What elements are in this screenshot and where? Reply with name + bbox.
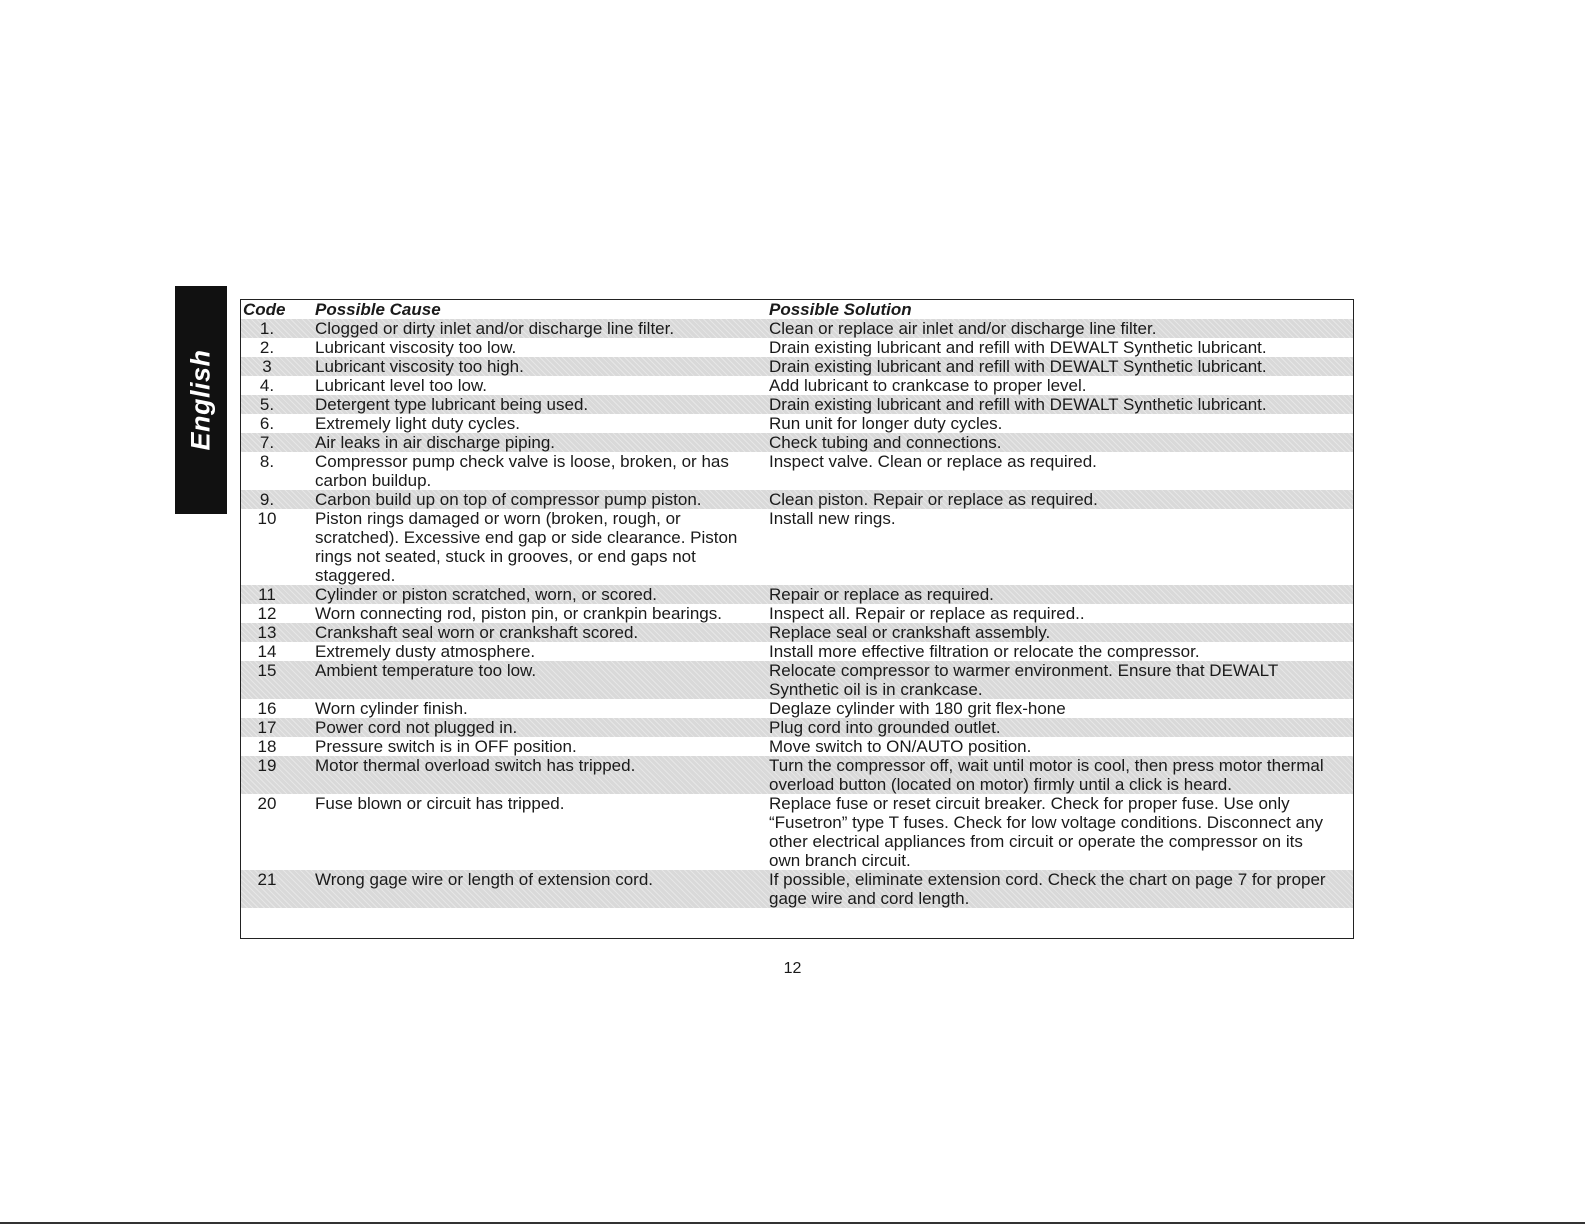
row-possible-solution: Plug cord into grounded outlet. (769, 718, 1001, 737)
row-possible-solution: Clean or replace air inlet and/or discharge line filter. (769, 319, 1157, 338)
row-possible-cause: Compressor pump check valve is loose, broken, or has carbon buildup. (315, 452, 729, 490)
row-code: 17 (257, 718, 277, 737)
row-code: 1. (259, 319, 275, 338)
language-tab-label: English (185, 349, 216, 451)
table-row (241, 737, 1353, 756)
row-possible-solution: Move switch to ON/AUTO position. (769, 737, 1032, 756)
table-row (241, 870, 1353, 908)
row-possible-solution: Clean piston. Repair or replace as required. (769, 490, 1098, 509)
row-possible-cause: Pressure switch is in OFF position. (315, 737, 577, 756)
row-code: 6. (259, 414, 275, 433)
row-code: 11 (258, 585, 276, 604)
table-row (241, 718, 1353, 737)
table-row (241, 490, 1353, 509)
row-possible-cause: Fuse blown or circuit has tripped. (315, 794, 565, 813)
row-possible-cause: Crankshaft seal worn or crankshaft scored. (315, 623, 639, 642)
row-possible-solution: Inspect all. Repair or replace as required.. (769, 604, 1085, 623)
table-row (241, 794, 1353, 870)
row-possible-cause: Detergent type lubricant being used. (315, 395, 589, 414)
header-possible-cause: Possible Cause (315, 300, 441, 319)
row-possible-cause: Carbon build up on top of compressor pump piston. (315, 490, 702, 509)
page-number: 12 (783, 960, 802, 977)
row-possible-cause: Extremely light duty cycles. (315, 414, 521, 433)
table-row (241, 414, 1353, 433)
header-code: Code (243, 300, 286, 319)
row-possible-cause: Worn connecting rod, piston pin, or crankpin bearings. (315, 604, 722, 623)
row-possible-solution: Repair or replace as required. (769, 585, 994, 604)
row-code: 4. (259, 376, 275, 395)
row-possible-cause: Piston rings damaged or worn (broken, rough, or scratched). Excessive end gap or side clearance. Piston rings not seated, stuck in grooves, or end gaps not staggered. (315, 509, 738, 585)
row-possible-solution: Add lubricant to crankcase to proper level. (769, 376, 1087, 395)
table-row (241, 433, 1353, 452)
row-possible-solution: Replace seal or crankshaft assembly. (769, 623, 1051, 642)
table-row (241, 319, 1353, 338)
table-row (241, 604, 1353, 623)
row-code: 8. (259, 452, 275, 471)
table-body (241, 319, 1353, 908)
row-code: 7. (259, 433, 275, 452)
row-possible-cause: Lubricant viscosity too low. (315, 338, 517, 357)
table-row (241, 452, 1353, 490)
row-possible-solution: Inspect valve. Clean or replace as required. (769, 452, 1097, 471)
row-code: 20 (257, 794, 277, 813)
row-code: 14 (257, 642, 277, 661)
table-row (241, 699, 1353, 718)
table-row (241, 623, 1353, 642)
row-code: 12 (257, 604, 277, 623)
row-code: 18 (257, 737, 277, 756)
row-code: 16 (257, 699, 277, 718)
bottom-rule (0, 1222, 1585, 1224)
troubleshooting-table (240, 299, 1354, 939)
row-possible-cause: Clogged or dirty inlet and/or discharge line filter. (315, 319, 675, 338)
table-row (241, 357, 1353, 376)
table-row (241, 338, 1353, 357)
table-header (241, 300, 1353, 320)
table-row (241, 661, 1353, 699)
row-possible-solution: Replace fuse or reset circuit breaker. Check for proper fuse. Use only “Fusetron” type T fuses. Check for low voltage conditions. Disconnect any other electrical appliances from circuit or operate the compressor on its own branch circuit. (769, 794, 1324, 870)
row-possible-solution: Relocate compressor to warmer environment. Ensure that DEWALT Synthetic oil is in crankcase. (769, 661, 1278, 699)
row-possible-solution: Drain existing lubricant and refill with DEWALT Synthetic lubricant. (769, 357, 1267, 376)
row-code: 10 (257, 509, 277, 528)
row-possible-solution: Install more effective filtration or relocate the compressor. (769, 642, 1200, 661)
row-possible-solution: Drain existing lubricant and refill with DEWALT Synthetic lubricant. (769, 395, 1267, 414)
language-tab (175, 286, 227, 514)
table-row (241, 642, 1353, 661)
row-possible-solution: Deglaze cylinder with 180 grit flex-hone (769, 699, 1066, 718)
header-possible-solution: Possible Solution (769, 300, 912, 319)
table-row (241, 376, 1353, 395)
row-code: 19 (257, 756, 277, 775)
table-row (241, 756, 1353, 794)
row-possible-cause: Cylinder or piston scratched, worn, or scored. (315, 585, 658, 604)
row-possible-cause: Worn cylinder finish. (315, 699, 468, 718)
table-row (241, 395, 1353, 414)
row-possible-solution: Drain existing lubricant and refill with DEWALT Synthetic lubricant. (769, 338, 1267, 357)
row-possible-cause: Ambient temperature too low. (315, 661, 537, 680)
row-possible-cause: Lubricant viscosity too high. (315, 357, 524, 376)
row-possible-cause: Motor thermal overload switch has tripped. (315, 756, 636, 775)
row-code: 5. (259, 395, 275, 414)
row-code: 13 (257, 623, 277, 642)
row-code: 15 (257, 661, 277, 680)
row-possible-cause: Extremely dusty atmosphere. (315, 642, 536, 661)
row-possible-solution: Run unit for longer duty cycles. (769, 414, 1003, 433)
row-code: 21 (257, 870, 277, 889)
row-code: 9. (259, 490, 275, 509)
row-code: 3 (262, 357, 272, 376)
row-possible-solution: Check tubing and connections. (769, 433, 1002, 452)
row-code: 2. (259, 338, 275, 357)
row-possible-solution: If possible, eliminate extension cord. Check the chart on page 7 for proper gage wire and cord length. (769, 870, 1326, 908)
row-possible-cause: Power cord not plugged in. (315, 718, 518, 737)
row-possible-solution: Install new rings. (769, 509, 896, 528)
row-possible-cause: Air leaks in air discharge piping. (315, 433, 556, 452)
row-possible-cause: Lubricant level too low. (315, 376, 487, 395)
row-possible-solution: Turn the compressor off, wait until motor is cool, then press motor thermal overload button (located on motor) firmly until a click is heard. (769, 756, 1324, 794)
row-possible-cause: Wrong gage wire or length of extension cord. (315, 870, 653, 889)
table-row (241, 585, 1353, 604)
table-row (241, 509, 1353, 585)
